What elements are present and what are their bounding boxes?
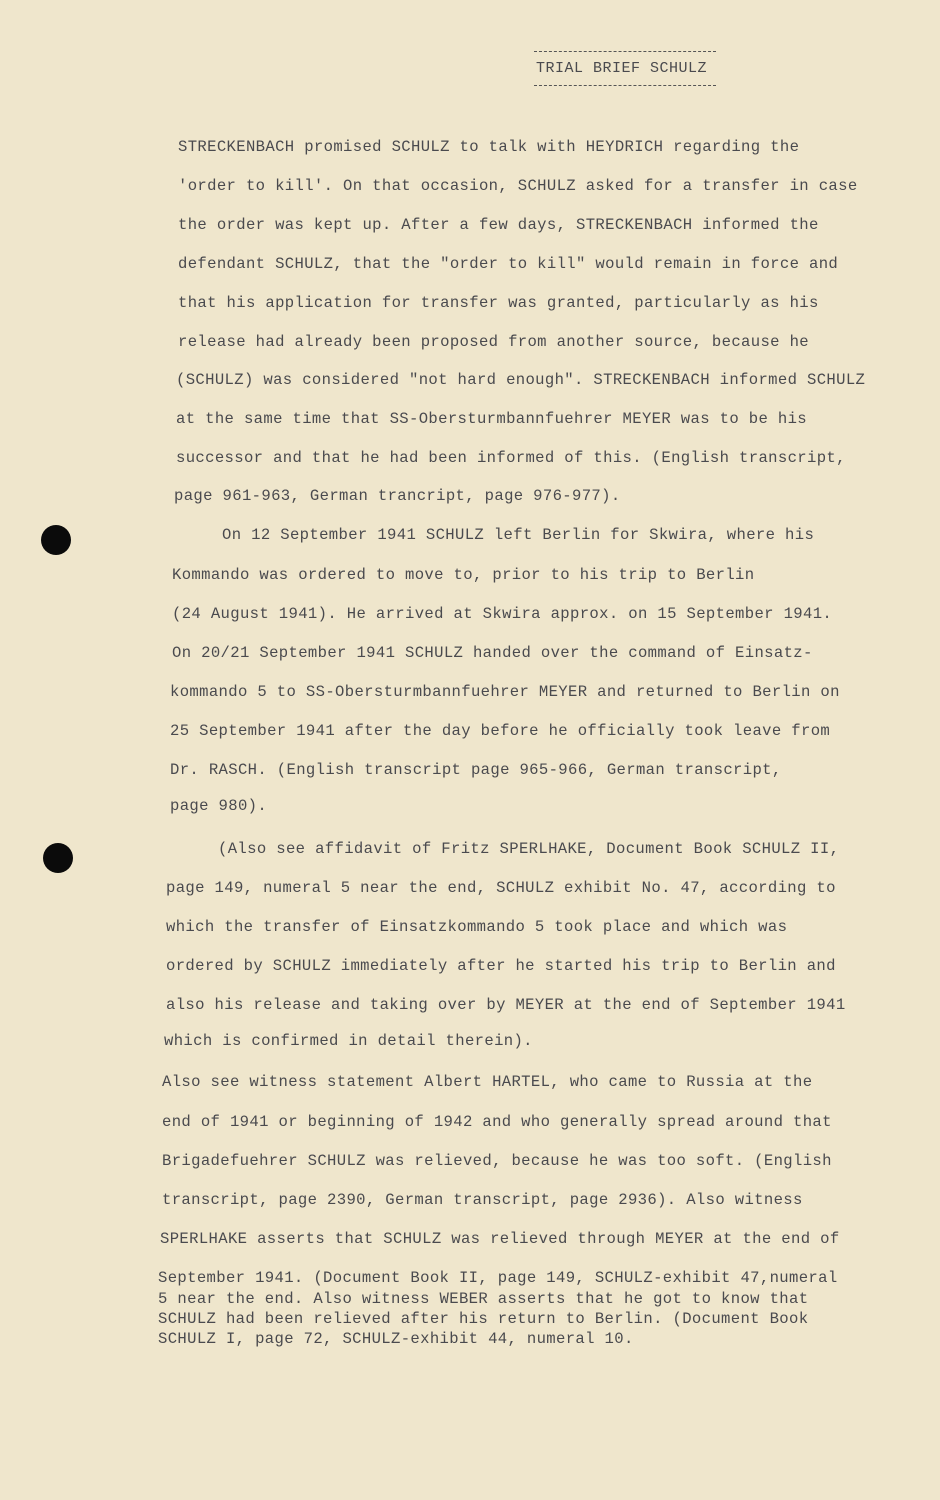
text-line: SCHULZ I, page 72, SCHULZ-exhibit 44, numeral 10. <box>158 1330 634 1348</box>
text-line: page 961-963, German trancript, page 976-977). <box>174 487 621 505</box>
text-line: 'order to kill'. On that occasion, SCHULZ asked for a transfer in case <box>178 177 858 195</box>
text-line: which is confirmed in detail therein). <box>164 1032 533 1050</box>
text-line: defendant SCHULZ, that the "order to kill" would remain in force and <box>178 255 839 273</box>
text-line: which the transfer of Einsatzkommando 5 took place and which was <box>166 918 788 936</box>
text-line: that his application for transfer was granted, particularly as his <box>178 294 819 312</box>
text-line: (SCHULZ) was considered "not hard enough". STRECKENBACH informed SCHULZ <box>176 371 866 389</box>
text-line: (24 August 1941). He arrived at Skwira approx. on 15 September 1941. <box>172 605 833 623</box>
text-line: On 12 September 1941 SCHULZ left Berlin for Skwira, where his <box>222 526 815 544</box>
text-line: end of 1941 or beginning of 1942 and who generally spread around that <box>162 1113 832 1131</box>
text-line: Dr. RASCH. (English transcript page 965-966, German transcript, <box>170 761 782 779</box>
text-line: (Also see affidavit of Fritz SPERLHAKE, Document Book SCHULZ II, <box>218 840 840 858</box>
text-line: the order was kept up. After a few days, STRECKENBACH informed the <box>178 216 819 234</box>
text-line: also his release and taking over by MEYER at the end of September 1941 <box>166 996 846 1014</box>
text-line: release had already been proposed from another source, because he <box>178 333 810 351</box>
header-rule-bottom <box>534 85 716 86</box>
text-line: transcript, page 2390, German transcript, page 2936). Also witness <box>162 1191 803 1209</box>
text-line: ordered by SCHULZ immediately after he started his trip to Berlin and <box>166 957 836 975</box>
text-line: SCHULZ had been relieved after his return to Berlin. (Document Book <box>158 1310 809 1328</box>
text-line: Also see witness statement Albert HARTEL, who came to Russia at the <box>162 1073 813 1091</box>
text-line: On 20/21 September 1941 SCHULZ handed over the command of Einsatz- <box>172 644 813 662</box>
text-line: Brigadefuehrer SCHULZ was relieved, because he was too soft. (English <box>162 1152 832 1170</box>
text-line: Kommando was ordered to move to, prior to his trip to Berlin <box>172 566 755 584</box>
punch-hole <box>41 525 71 555</box>
text-line: SPERLHAKE asserts that SCHULZ was relieved through MEYER at the end of <box>160 1230 840 1248</box>
header-rule-top <box>534 51 716 52</box>
text-line: page 980). <box>170 797 268 815</box>
header-title: TRIAL BRIEF SCHULZ <box>536 60 708 77</box>
text-line: kommando 5 to SS-Obersturmbannfuehrer MEYER and returned to Berlin on <box>170 683 840 701</box>
text-line: 25 September 1941 after the day before he officially took leave from <box>170 722 831 740</box>
text-line: STRECKENBACH promised SCHULZ to talk with HEYDRICH regarding the <box>178 138 800 156</box>
punch-hole <box>43 843 73 873</box>
text-line: September 1941. (Document Book II, page 149, SCHULZ-exhibit 47,numeral <box>158 1269 838 1287</box>
document-header <box>534 51 724 86</box>
text-line: page 149, numeral 5 near the end, SCHULZ exhibit No. 47, according to <box>166 879 836 897</box>
text-line: 5 near the end. Also witness WEBER asserts that he got to know that <box>158 1290 809 1308</box>
text-line: successor and that he had been informed of this. (English transcript, <box>176 449 846 467</box>
text-line: at the same time that SS-Obersturmbannfuehrer MEYER was to be his <box>176 410 808 428</box>
